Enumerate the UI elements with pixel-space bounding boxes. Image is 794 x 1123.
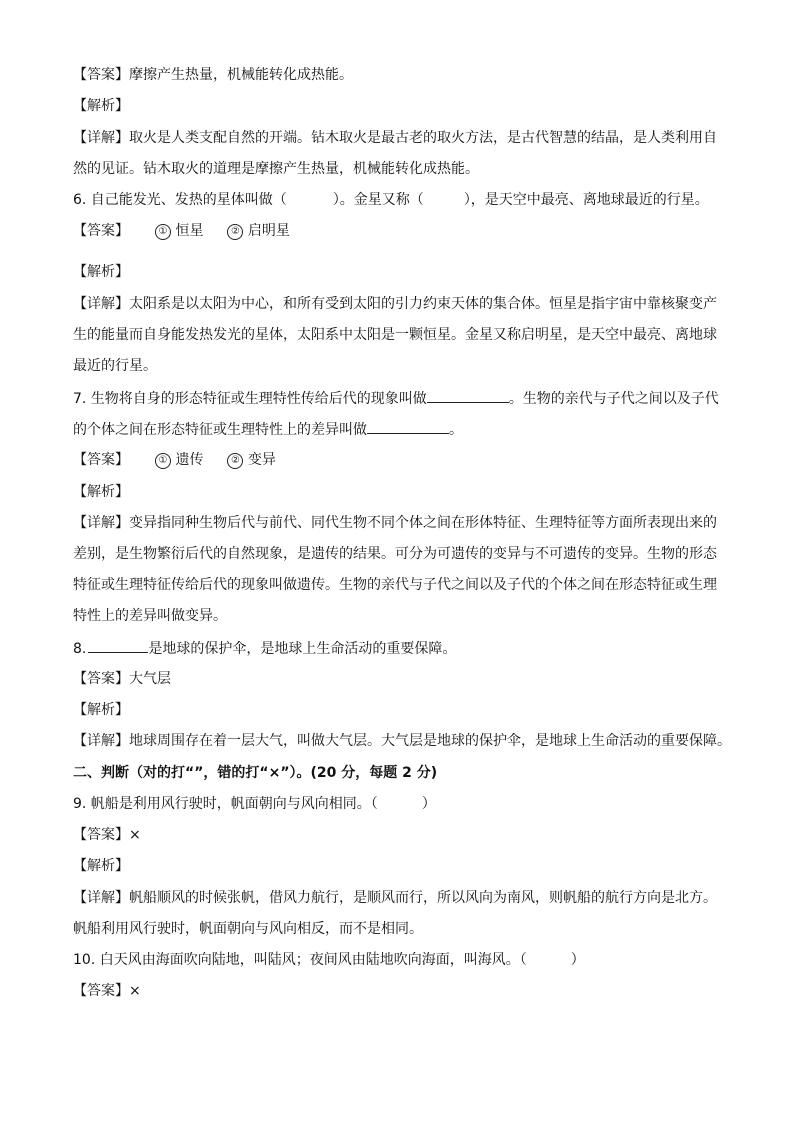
section-heading-text: 二、判断（对的打“”，错的打“×”）。(20 分，每题 2 分) <box>73 765 438 781</box>
detail-line <box>73 294 717 314</box>
question-9 <box>73 794 436 814</box>
circled-number: ① <box>155 224 171 240</box>
answer-text: 大气层 <box>129 671 171 687</box>
answer-label: 【答案】 <box>73 223 129 239</box>
answer-value: 恒星 <box>175 223 204 239</box>
analysis-label-text: 【解析】 <box>73 264 129 280</box>
answer-value: 变异 <box>247 452 276 468</box>
answer-label: 【答案】 <box>73 671 129 687</box>
question-text: 是地球的保护伞，是地球上生命活动的重要保障。 <box>148 641 457 657</box>
question-8 <box>73 638 456 659</box>
answer-label: 【答案】 <box>73 452 129 468</box>
answer-label: 【答案】 <box>73 827 129 843</box>
detail-label: 【详解】 <box>73 296 129 312</box>
circled-number: ① <box>155 453 171 469</box>
detail-line <box>73 606 227 626</box>
detail-line <box>73 919 423 939</box>
question-7-cont <box>73 419 463 440</box>
question-text: 10. 白天风由海面吹向陆地，叫陆风；夜间风由陆地吹向海面，叫海风。（ <box>73 952 527 968</box>
analysis-label <box>73 262 129 282</box>
answer-text: × <box>129 983 141 999</box>
detail-text: 取火是人类支配自然的开端。钻木取火是最古老的取火方法，是古代智慧的结晶，是人类利用自 <box>129 130 717 146</box>
detail-text: 生的能量而自身能发热发光的星体，太阳系中太阳是一颗恒星。金星又称启明星，是天空中最亮、离地球 <box>73 327 717 343</box>
answer-text: 摩擦产生热量，机械能转化成热能。 <box>129 67 353 83</box>
detail-text: 太阳系是以太阳为中心，和所有受到太阳的引力约束天体的集合体。恒星是指宇宙中靠核聚变产 <box>129 296 717 312</box>
analysis-label-text: 【解析】 <box>73 858 129 874</box>
detail-line <box>73 159 479 179</box>
question-text: 6. 自己能发光、发热的星体叫做（ <box>73 192 287 208</box>
fill-blank <box>88 638 148 653</box>
detail-text: 地球周围存在着一层大气，叫做大气层。大气层是地球的保护伞，是地球上生命活动的重要保障。 <box>129 733 731 749</box>
detail-line <box>73 575 717 595</box>
question-text: 9. 帆船是利用风行驶时，帆面朝向与风向相同。（ <box>73 796 378 812</box>
detail-text: 变异指同种生物后代与前代、同代生物不同个体之间在形体特征、生理特征等方面所表现出来的 <box>129 515 717 531</box>
detail-label: 【详解】 <box>73 130 129 146</box>
answer-value: 启明星 <box>247 223 290 239</box>
circled-number: ② <box>227 224 243 240</box>
question-text: ）。金星又称（ <box>332 192 424 208</box>
answer-label: 【答案】 <box>73 67 129 83</box>
detail-text: 然的见证。钻木取火的道理是摩擦产生热量，机械能转化成热能。 <box>73 161 479 177</box>
answer-line <box>73 221 290 241</box>
detail-label: 【详解】 <box>73 890 129 906</box>
answer-line <box>73 669 171 689</box>
question-text: 8. <box>73 641 87 657</box>
question-6 <box>73 190 709 210</box>
circled-number: ② <box>227 453 243 469</box>
analysis-label-text: 【解析】 <box>73 702 129 718</box>
question-text: 7. 生物将自身的形态特征或生理特性传给后代的现象叫做 <box>73 391 427 407</box>
answer-line <box>73 450 276 470</box>
detail-text: 特征或生理特征传给后代的现象叫做遗传。生物的亲代与子代之间以及子代的个体之间在形态特征或生理 <box>73 577 717 593</box>
detail-line <box>73 731 731 751</box>
answer-label: 【答案】 <box>73 983 129 999</box>
analysis-label <box>73 96 129 116</box>
analysis-label <box>73 700 129 720</box>
analysis-label <box>73 856 129 876</box>
analysis-label <box>73 482 129 502</box>
detail-text: 差别，是生物繁衍后代的自然现象，是遗传的结果。可分为可遗传的变异与不可遗传的变异。生物的形态 <box>73 546 717 562</box>
detail-line <box>73 128 717 148</box>
fill-blank <box>367 419 449 434</box>
answer-line <box>73 825 141 845</box>
detail-line <box>73 544 717 564</box>
answer-text: × <box>129 827 141 843</box>
detail-text: 帆船顺风的时候张帆，借风力航行，是顺风而行，所以风向为南风，则帆船的航行方向是北方。 <box>129 890 717 906</box>
question-text: ），是天空中最亮、离地球最近的行星。 <box>463 192 709 208</box>
detail-line <box>73 888 717 908</box>
question-text: ） <box>421 796 436 812</box>
question-text: ） <box>570 952 585 968</box>
question-7 <box>73 388 719 409</box>
analysis-label-text: 【解析】 <box>73 98 129 114</box>
detail-text: 特性上的差异叫做变异。 <box>73 608 227 624</box>
fill-blank <box>427 388 509 403</box>
detail-text: 最近的行星。 <box>73 358 157 374</box>
section-heading <box>73 763 437 783</box>
detail-label: 【详解】 <box>73 733 129 749</box>
detail-line <box>73 513 717 533</box>
answer-line <box>73 65 353 85</box>
question-text: 的个体之间在形态特征或生理特性上的差异叫做 <box>73 422 367 438</box>
detail-text: 帆船利用风行驶时，帆面朝向与风向相反，而不是相同。 <box>73 921 423 937</box>
question-text: 。 <box>449 422 463 438</box>
detail-label: 【详解】 <box>73 515 129 531</box>
analysis-label-text: 【解析】 <box>73 484 129 500</box>
answer-value: 遗传 <box>175 452 204 468</box>
question-10 <box>73 950 585 970</box>
detail-line <box>73 356 157 376</box>
detail-line <box>73 325 717 345</box>
question-text: 。生物的亲代与子代之间以及子代 <box>508 391 719 407</box>
answer-line <box>73 981 141 1001</box>
